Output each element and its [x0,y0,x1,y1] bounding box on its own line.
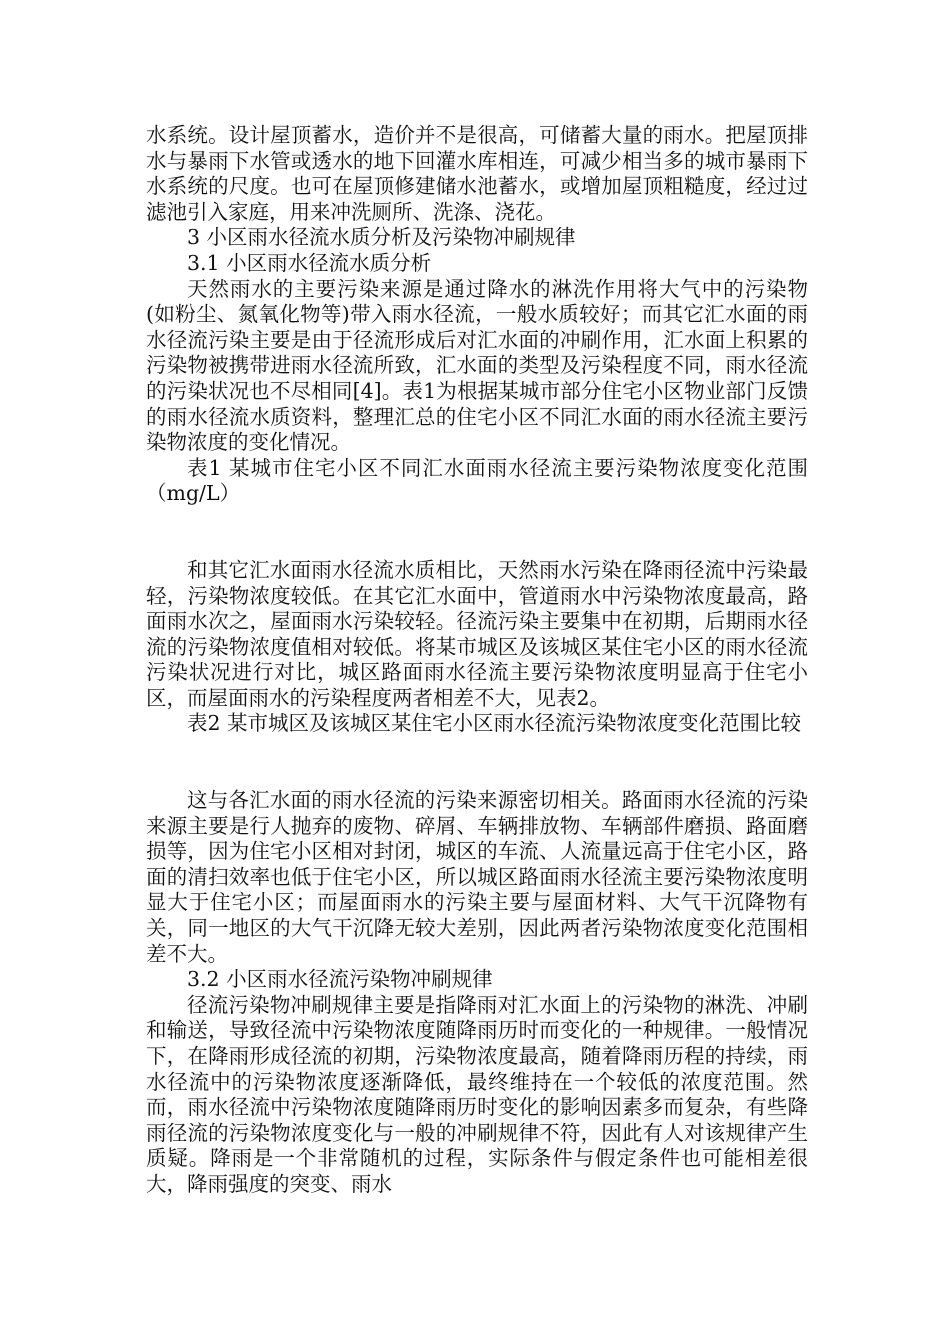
paragraph-continuation: 水系统。设计屋顶蓄水，造价并不是很高，可储蓄大量的雨水。把屋顶排水与暴雨下水管或透水的地下回灌水库相连，可减少相当多的城市暴雨下水系统的尺度。也可在屋顶修建储水池蓄水，或增加屋顶粗糙度，经过过滤池引入家庭，用来冲洗厕所、洗涤、浇花。 [146,123,808,224]
subsection-heading-3-2: 3.2 小区雨水径流污染物冲刷规律 [187,967,493,992]
paragraph-pollution-sources: 这与各汇水面的雨水径流的污染来源密切相关。路面雨水径流的污染来源主要是行人抛弃的废物、碎屑、车辆排放物、车辆部件磨损、路面磨损等，因为住宅小区相对封闭，城区的车流、人流量远高于住宅小区，路面的清扫效率也低于住宅小区，所以城区路面雨水径流主要污染物浓度明显大于住宅小区；而屋面雨水的污染主要与屋面材料、大气干沉降物有关，同一地区的大气干沉降无较大差别，因此两者污染物浓度变化范围相差不大。 [146,788,808,966]
paragraph-flush-law: 径流污染物冲刷规律主要是指降雨对汇水面上的污染物的淋洗、冲刷和输送，导致径流中污染物浓度随降雨历时而变化的一种规律。一般情况下，在降雨形成径流的初期，污染物浓度最高，随着降雨历程的持续，雨水径流中的污染物浓度逐渐降低，最终维持在一个较低的浓度范围。然而，雨水径流中污染物浓度随降雨历时变化的影响因素多而复杂，有些降雨径流的污染物浓度变化与一般的冲刷规律不符，因此有人对该规律产生质疑。降雨是一个非常随机的过程，实际条件与假定条件也可能相差很大，降雨强度的突变、雨水 [146,992,808,1196]
paragraph-comparison: 和其它汇水面雨水径流水质相比，天然雨水污染在降雨径流中污染最轻，污染物浓度较低。在其它汇水面中，管道雨水中污染物浓度最高，路面雨水次之，屋面雨水污染较轻。径流污染主要集中在初期，后期雨水径流的污染物浓度值相对较低。将某市城区及该城区某住宅小区的雨水径流污染状况进行对比，城区路面雨水径流主要污染物浓度明显高于住宅小区，而屋面雨水的污染程度两者相差不大，见表2。 [146,557,808,710]
document-body [146,123,808,1198]
table-2-placeholder [146,737,808,788]
section-heading-3: 3 小区雨水径流水质分析及污染物冲刷规律 [187,225,576,250]
subsection-heading-3-1: 3.1 小区雨水径流水质分析 [187,250,432,275]
table-1-placeholder [146,507,808,558]
paragraph-rain-quality: 天然雨水的主要污染来源是通过降水的淋洗作用将大气中的污染物(如粉尘、氮氧化物等)带入雨水径流，一般水质较好；而其它汇水面的雨水径流污染主要是由于径流形成后对汇水面的冲刷作用，汇水面上积累的污染物被携带进雨水径流所致，汇水面的类型及污染程度不同，雨水径流的污染状况也不尽相同[4]。表1为根据某城市部分住宅小区物业部门反馈的雨水径流水质资料，整理汇总的住宅小区不同汇水面的雨水径流主要污染物浓度的变化情况。 [146,276,808,455]
table-1-caption: 表1 某城市住宅小区不同汇水面雨水径流主要污染物浓度变化范围（mg/L） [146,455,808,506]
table-2-caption: 表2 某市城区及该城区某住宅小区雨水径流污染物浓度变化范围比较 [187,711,802,736]
